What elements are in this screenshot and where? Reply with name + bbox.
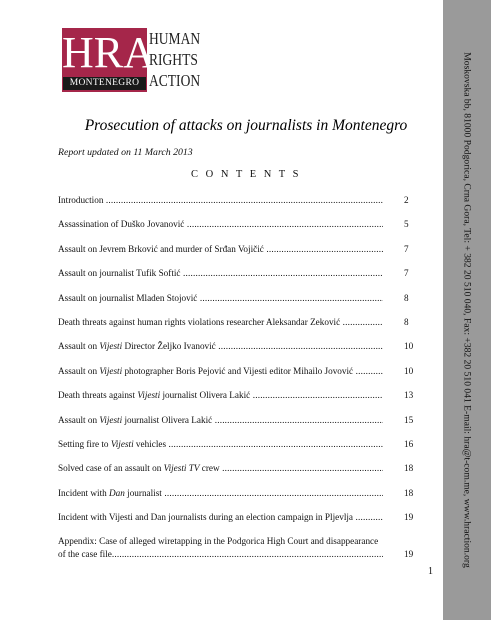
toc-page-number: 19 <box>404 512 414 523</box>
toc-page-number: 18 <box>404 487 414 498</box>
toc-title-text: Death threats against <box>58 390 138 401</box>
toc-title-italic: Vijesti <box>99 414 123 425</box>
toc-title-text: Assassination of Duško Jovanović <box>58 219 185 230</box>
logo-box <box>62 28 155 92</box>
toc-title-italic: Vijesti <box>99 365 123 376</box>
toc-title-text: Introduction <box>58 195 104 205</box>
toc-page-number: 10 <box>404 365 414 376</box>
hra-logo <box>62 28 201 94</box>
toc-title-text: journalist Olivera Lakić <box>122 414 213 425</box>
toc-title-italic: Vijesti <box>137 390 161 401</box>
toc-entry-title <box>58 244 383 254</box>
toc-entry-title <box>58 512 383 522</box>
toc-title-italic: Vijesti <box>110 439 134 449</box>
toc-title-text: Setting fire to <box>58 439 111 449</box>
toc-page-number: 7 <box>404 243 409 254</box>
toc-title-text: Assault on <box>58 341 100 352</box>
toc-entry-title <box>58 366 383 376</box>
toc-title-text: Assault on <box>58 365 100 376</box>
appendix-title-line2: of the case file ..... <box>58 549 383 559</box>
toc-page-number: 18 <box>404 463 414 474</box>
toc-page-number: 19 <box>404 548 414 559</box>
toc-entry-title <box>58 463 383 473</box>
toc-entry-title <box>58 219 383 229</box>
appendix-title-line1: Appendix: Case of alleged wiretapping in the Podgorica High Court and disappearance <box>58 535 379 546</box>
report-date: Report updated on 11 March 2013 <box>58 147 193 158</box>
toc-title-text: journalist Olivera Lakić <box>160 390 251 401</box>
toc-page-number: 5 <box>404 219 409 230</box>
logo-words <box>149 28 200 91</box>
toc-title-text: Solved case of an assault on <box>58 463 164 474</box>
toc-title-text: Incident with <box>58 487 110 498</box>
toc-page-number: 7 <box>404 268 409 279</box>
toc-title-italic: Vijesti TV <box>163 463 200 474</box>
toc-page-number: 8 <box>404 292 409 303</box>
contact-info: Moskovska bb, 81000 Podgorica, Crna Gora, Tel: + 382 20 510 040, Fax: +382 20 510 041 E-mail: hra@t-com.me, www.hraction.org <box>461 52 473 568</box>
toc-title-text: Assault on <box>58 414 100 425</box>
toc-title-text: journalist <box>124 487 162 498</box>
toc-entry-title <box>58 390 383 400</box>
toc-title-text: Assault on journalist Tufik Softić <box>58 268 181 279</box>
toc-page-number: 10 <box>404 341 414 352</box>
toc-page-number: 16 <box>404 439 414 449</box>
logo-letters: HRA <box>62 28 155 77</box>
contents-heading: C O N T E N T S <box>191 169 301 180</box>
toc-title-text: Death threats against human rights violations researcher Aleksandar Zeković <box>58 317 341 327</box>
toc-page-number: 13 <box>404 390 414 401</box>
toc-page-number: 2 <box>404 195 409 205</box>
toc-title-text: Incident with Vijesti and Dan journalists during an election campaign in Pljevlja <box>58 512 353 523</box>
toc-title-text: photographer Boris Pejović and Vijesti editor Mihailo Jovović <box>122 365 354 376</box>
toc-entry-title <box>58 317 383 327</box>
toc-entry-title <box>58 195 383 205</box>
toc-title-italic: Vijesti <box>99 341 123 352</box>
toc-page-number: 8 <box>404 317 409 327</box>
page-number: 1 <box>428 566 433 577</box>
toc-entry-title <box>58 488 383 498</box>
toc-title-text: Director Željko Ivanović <box>122 341 216 352</box>
logo-word-human: HUMAN <box>149 29 201 48</box>
toc-title-text: vehicles <box>133 439 167 449</box>
toc-page-number: 15 <box>404 414 414 425</box>
toc-title-text: Assault on Jevrem Brković and murder of Srđan Vojičić <box>58 243 264 254</box>
toc-entry-title <box>58 415 383 425</box>
toc-title-text: crew <box>199 463 220 474</box>
toc-entry-title <box>58 439 383 449</box>
toc-entry-title <box>58 268 383 278</box>
toc-entry-title <box>58 293 383 303</box>
document-title: Prosecution of attacks on journalists in Montenegro <box>84 117 408 134</box>
toc-entry-title <box>58 341 383 351</box>
toc-title-italic: Dan <box>109 487 125 498</box>
logo-word-rights: RIGHTS <box>149 50 198 69</box>
logo-subtitle: MONTENEGRO <box>63 77 146 90</box>
logo-word-action: ACTION <box>149 71 201 90</box>
toc-title-text: Assault on journalist Mladen Stojović <box>58 292 198 303</box>
